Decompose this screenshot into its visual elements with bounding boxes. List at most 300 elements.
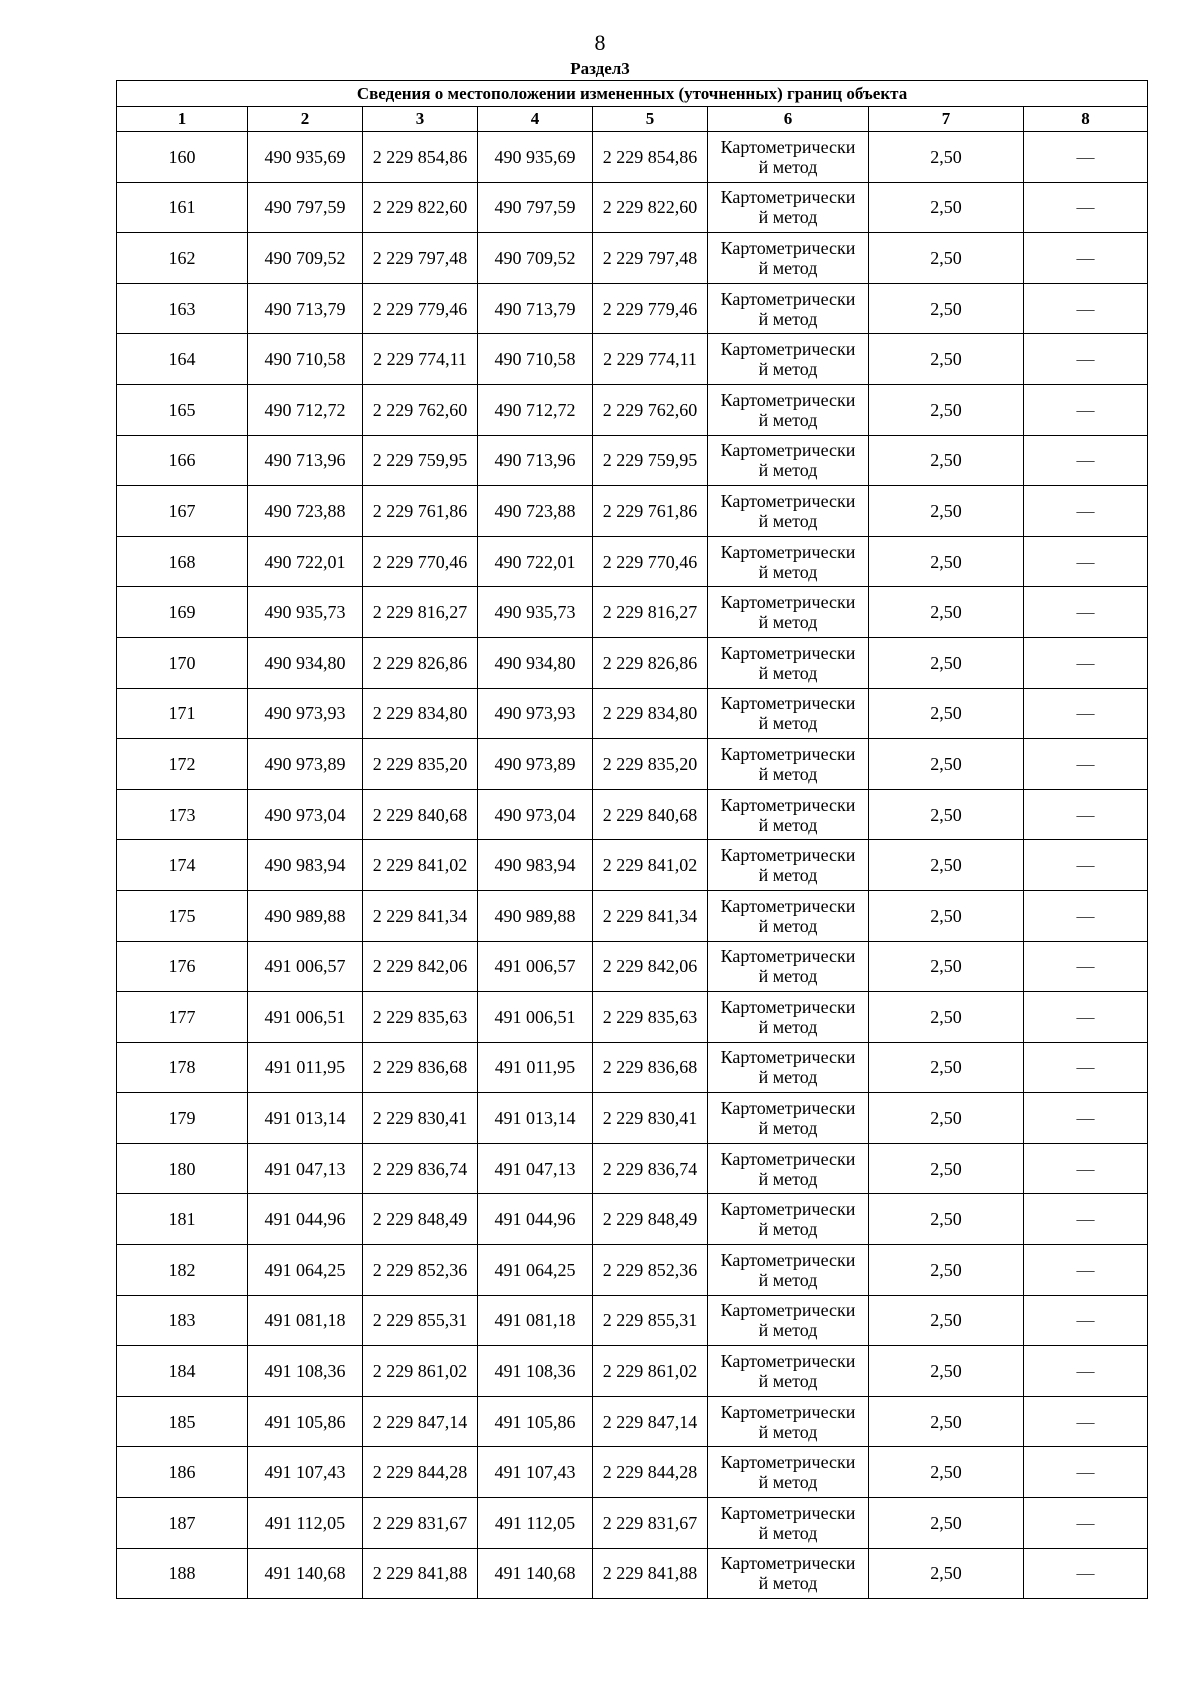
- cell-y-old: 2 229 852,36: [363, 1245, 478, 1296]
- cell-description: —: [1024, 992, 1148, 1043]
- cell-y-old: 2 229 770,46: [363, 536, 478, 587]
- cell-x-old: 490 797,59: [248, 182, 363, 233]
- cell-x-new: 490 709,52: [478, 233, 593, 284]
- table-body: [117, 132, 1148, 1599]
- cell-y-old: 2 229 844,28: [363, 1447, 478, 1498]
- cell-description: —: [1024, 182, 1148, 233]
- cell-method: [708, 840, 869, 891]
- method-line-1: Картометрически: [720, 845, 856, 866]
- cell-x-new: 491 107,43: [478, 1447, 593, 1498]
- cell-y-new: 2 229 861,02: [593, 1346, 708, 1397]
- table-row: [117, 1447, 1148, 1498]
- cell-point-number: 183: [117, 1295, 248, 1346]
- cell-y-new: 2 229 848,49: [593, 1194, 708, 1245]
- table-row: [117, 435, 1148, 486]
- method-line-2: й метод: [758, 1118, 818, 1139]
- method-line-2: й метод: [758, 713, 818, 734]
- cell-x-old: 491 011,95: [248, 1042, 363, 1093]
- cell-method: [708, 283, 869, 334]
- cell-y-new: 2 229 852,36: [593, 1245, 708, 1296]
- cell-y-new: 2 229 855,31: [593, 1295, 708, 1346]
- cell-x-old: 491 064,25: [248, 1245, 363, 1296]
- table-row: [117, 1194, 1148, 1245]
- method-line-1: Картометрически: [720, 642, 856, 663]
- cell-x-new: 490 989,88: [478, 890, 593, 941]
- method-line-2: й метод: [758, 257, 818, 278]
- table-row: [117, 1346, 1148, 1397]
- cell-description: —: [1024, 688, 1148, 739]
- method-line-1: Картометрически: [720, 187, 856, 208]
- cell-x-new: 490 713,96: [478, 435, 593, 486]
- table-row: [117, 739, 1148, 790]
- cell-y-new: 2 229 831,67: [593, 1498, 708, 1549]
- cell-accuracy: 2,50: [869, 840, 1024, 891]
- table-caption: Сведения о местоположении измененных (уточненных) границ объекта: [117, 81, 1148, 107]
- cell-y-new: 2 229 836,74: [593, 1143, 708, 1194]
- method-line-2: й метод: [758, 763, 818, 784]
- method-line-2: й метод: [758, 561, 818, 582]
- cell-accuracy: 2,50: [869, 941, 1024, 992]
- cell-accuracy: 2,50: [869, 283, 1024, 334]
- cell-method: [708, 1093, 869, 1144]
- cell-method: [708, 688, 869, 739]
- cell-y-new: 2 229 830,41: [593, 1093, 708, 1144]
- cell-point-number: 185: [117, 1396, 248, 1447]
- method-line-1: Картометрически: [720, 288, 856, 309]
- cell-method: [708, 1498, 869, 1549]
- method-line-2: й метод: [758, 612, 818, 633]
- cell-accuracy: 2,50: [869, 1295, 1024, 1346]
- cell-point-number: 178: [117, 1042, 248, 1093]
- cell-y-old: 2 229 826,86: [363, 637, 478, 688]
- cell-method: [708, 890, 869, 941]
- table-row: [117, 1093, 1148, 1144]
- cell-y-old: 2 229 774,11: [363, 334, 478, 385]
- cell-x-new: 491 105,86: [478, 1396, 593, 1447]
- cell-method: [708, 1346, 869, 1397]
- cell-x-old: 490 723,88: [248, 486, 363, 537]
- cell-accuracy: 2,50: [869, 637, 1024, 688]
- cell-point-number: 160: [117, 132, 248, 183]
- cell-point-number: 166: [117, 435, 248, 486]
- cell-x-old: 490 935,69: [248, 132, 363, 183]
- cell-point-number: 176: [117, 941, 248, 992]
- cell-y-new: 2 229 797,48: [593, 233, 708, 284]
- table-row: [117, 182, 1148, 233]
- table-row: [117, 840, 1148, 891]
- cell-description: —: [1024, 890, 1148, 941]
- cell-description: —: [1024, 1498, 1148, 1549]
- cell-description: —: [1024, 1396, 1148, 1447]
- method-line-2: й метод: [758, 1016, 818, 1037]
- cell-accuracy: 2,50: [869, 132, 1024, 183]
- method-line-2: й метод: [758, 1421, 818, 1442]
- method-line-1: Картометрически: [720, 1553, 856, 1574]
- method-line-2: й метод: [758, 1269, 818, 1290]
- cell-y-old: 2 229 841,88: [363, 1548, 478, 1599]
- cell-accuracy: 2,50: [869, 890, 1024, 941]
- cell-method: [708, 637, 869, 688]
- cell-x-old: 491 006,57: [248, 941, 363, 992]
- cell-description: —: [1024, 1042, 1148, 1093]
- column-header-row: [117, 107, 1148, 132]
- cell-point-number: 161: [117, 182, 248, 233]
- cell-y-old: 2 229 836,68: [363, 1042, 478, 1093]
- cell-y-new: 2 229 759,95: [593, 435, 708, 486]
- method-line-2: й метод: [758, 1522, 818, 1543]
- cell-x-old: 490 710,58: [248, 334, 363, 385]
- cell-description: —: [1024, 587, 1148, 638]
- cell-y-old: 2 229 855,31: [363, 1295, 478, 1346]
- cell-x-new: 491 140,68: [478, 1548, 593, 1599]
- table-row: [117, 233, 1148, 284]
- method-line-2: й метод: [758, 1067, 818, 1088]
- cell-y-new: 2 229 762,60: [593, 384, 708, 435]
- cell-point-number: 187: [117, 1498, 248, 1549]
- cell-accuracy: 2,50: [869, 992, 1024, 1043]
- method-line-1: Картометрически: [720, 1502, 856, 1523]
- cell-point-number: 177: [117, 992, 248, 1043]
- cell-y-new: 2 229 841,34: [593, 890, 708, 941]
- cell-y-old: 2 229 841,02: [363, 840, 478, 891]
- cell-x-new: 490 713,79: [478, 283, 593, 334]
- cell-y-new: 2 229 847,14: [593, 1396, 708, 1447]
- cell-x-new: 491 081,18: [478, 1295, 593, 1346]
- cell-y-new: 2 229 836,68: [593, 1042, 708, 1093]
- method-line-1: Картометрически: [720, 946, 856, 967]
- cell-x-old: 491 047,13: [248, 1143, 363, 1194]
- cell-point-number: 175: [117, 890, 248, 941]
- cell-method: [708, 233, 869, 284]
- cell-x-old: 490 713,96: [248, 435, 363, 486]
- column-header-4: 4: [478, 107, 593, 132]
- cell-description: —: [1024, 283, 1148, 334]
- cell-method: [708, 941, 869, 992]
- cell-x-new: 490 973,89: [478, 739, 593, 790]
- cell-description: —: [1024, 1346, 1148, 1397]
- method-line-2: й метод: [758, 409, 818, 430]
- method-line-1: Картометрически: [720, 1148, 856, 1169]
- table-row: [117, 637, 1148, 688]
- method-line-1: Картометрически: [720, 996, 856, 1017]
- table-row: [117, 1245, 1148, 1296]
- cell-x-new: 490 723,88: [478, 486, 593, 537]
- cell-accuracy: 2,50: [869, 1447, 1024, 1498]
- table-row: [117, 334, 1148, 385]
- cell-y-new: 2 229 779,46: [593, 283, 708, 334]
- method-line-1: Картометрически: [720, 743, 856, 764]
- cell-y-new: 2 229 761,86: [593, 486, 708, 537]
- cell-point-number: 181: [117, 1194, 248, 1245]
- page-number: 8: [594, 30, 606, 55]
- cell-method: [708, 789, 869, 840]
- cell-description: —: [1024, 1093, 1148, 1144]
- column-header-7: 7: [869, 107, 1024, 132]
- table-caption-row: [117, 81, 1148, 107]
- cell-point-number: 173: [117, 789, 248, 840]
- cell-x-new: 490 712,72: [478, 384, 593, 435]
- method-line-2: й метод: [758, 814, 818, 835]
- cell-accuracy: 2,50: [869, 1093, 1024, 1144]
- method-line-1: Картометрически: [720, 1047, 856, 1068]
- cell-y-new: 2 229 842,06: [593, 941, 708, 992]
- cell-y-new: 2 229 841,88: [593, 1548, 708, 1599]
- cell-x-old: 490 973,04: [248, 789, 363, 840]
- method-line-2: й метод: [758, 460, 818, 481]
- cell-x-new: 490 934,80: [478, 637, 593, 688]
- cell-x-old: 491 112,05: [248, 1498, 363, 1549]
- cell-x-old: 490 709,52: [248, 233, 363, 284]
- cell-method: [708, 992, 869, 1043]
- cell-point-number: 174: [117, 840, 248, 891]
- cell-y-old: 2 229 762,60: [363, 384, 478, 435]
- cell-x-old: 491 105,86: [248, 1396, 363, 1447]
- column-header-5: 5: [593, 107, 708, 132]
- method-line-2: й метод: [758, 359, 818, 380]
- cell-description: —: [1024, 1447, 1148, 1498]
- cell-accuracy: 2,50: [869, 435, 1024, 486]
- method-line-2: й метод: [758, 1472, 818, 1493]
- cell-x-new: 490 797,59: [478, 182, 593, 233]
- cell-y-old: 2 229 830,41: [363, 1093, 478, 1144]
- method-line-2: й метод: [758, 1320, 818, 1341]
- cell-x-new: 491 047,13: [478, 1143, 593, 1194]
- cell-point-number: 163: [117, 283, 248, 334]
- method-line-1: Картометрически: [720, 794, 856, 815]
- cell-point-number: 182: [117, 1245, 248, 1296]
- method-line-1: Картометрически: [720, 1249, 856, 1270]
- cell-accuracy: 2,50: [869, 182, 1024, 233]
- cell-method: [708, 1447, 869, 1498]
- cell-accuracy: 2,50: [869, 486, 1024, 537]
- cell-point-number: 184: [117, 1346, 248, 1397]
- cell-point-number: 165: [117, 384, 248, 435]
- cell-description: —: [1024, 1245, 1148, 1296]
- cell-y-old: 2 229 836,74: [363, 1143, 478, 1194]
- cell-x-new: 490 710,58: [478, 334, 593, 385]
- method-line-1: Картометрически: [720, 490, 856, 511]
- table-row: [117, 384, 1148, 435]
- cell-x-old: 490 973,89: [248, 739, 363, 790]
- cell-accuracy: 2,50: [869, 1548, 1024, 1599]
- cell-point-number: 162: [117, 233, 248, 284]
- cell-x-new: 490 973,04: [478, 789, 593, 840]
- method-line-1: Картометрически: [720, 895, 856, 916]
- table-row: [117, 941, 1148, 992]
- cell-accuracy: 2,50: [869, 1042, 1024, 1093]
- table-row: [117, 688, 1148, 739]
- cell-description: —: [1024, 789, 1148, 840]
- table-row: [117, 1295, 1148, 1346]
- cell-accuracy: 2,50: [869, 587, 1024, 638]
- table-row: [117, 1548, 1148, 1599]
- cell-x-new: 491 013,14: [478, 1093, 593, 1144]
- cell-description: —: [1024, 840, 1148, 891]
- cell-point-number: 180: [117, 1143, 248, 1194]
- cell-point-number: 164: [117, 334, 248, 385]
- cell-method: [708, 1042, 869, 1093]
- method-line-1: Картометрически: [720, 1351, 856, 1372]
- cell-method: [708, 587, 869, 638]
- cell-description: —: [1024, 334, 1148, 385]
- cell-y-old: 2 229 816,27: [363, 587, 478, 638]
- cell-y-old: 2 229 822,60: [363, 182, 478, 233]
- cell-x-old: 490 989,88: [248, 890, 363, 941]
- cell-method: [708, 536, 869, 587]
- cell-x-new: 490 983,94: [478, 840, 593, 891]
- cell-x-old: 490 713,79: [248, 283, 363, 334]
- cell-description: —: [1024, 486, 1148, 537]
- cell-method: [708, 1245, 869, 1296]
- cell-y-old: 2 229 834,80: [363, 688, 478, 739]
- cell-y-old: 2 229 797,48: [363, 233, 478, 284]
- table-row: [117, 132, 1148, 183]
- method-line-1: Картометрически: [720, 592, 856, 613]
- cell-accuracy: 2,50: [869, 1346, 1024, 1397]
- method-line-1: Картометрически: [720, 136, 856, 157]
- cell-y-old: 2 229 831,67: [363, 1498, 478, 1549]
- column-header-3: 3: [363, 107, 478, 132]
- table-row: [117, 890, 1148, 941]
- cell-x-new: 491 011,95: [478, 1042, 593, 1093]
- table-row: [117, 1396, 1148, 1447]
- method-line-2: й метод: [758, 662, 818, 683]
- cell-x-old: 490 712,72: [248, 384, 363, 435]
- method-line-2: й метод: [758, 207, 818, 228]
- table-row: [117, 789, 1148, 840]
- cell-y-old: 2 229 848,49: [363, 1194, 478, 1245]
- cell-x-old: 490 983,94: [248, 840, 363, 891]
- cell-point-number: 167: [117, 486, 248, 537]
- cell-x-new: 491 006,57: [478, 941, 593, 992]
- column-header-2: 2: [248, 107, 363, 132]
- cell-x-new: 491 064,25: [478, 1245, 593, 1296]
- cell-method: [708, 1194, 869, 1245]
- cell-description: —: [1024, 739, 1148, 790]
- cell-x-old: 490 934,80: [248, 637, 363, 688]
- cell-x-old: 491 044,96: [248, 1194, 363, 1245]
- table-row: [117, 1143, 1148, 1194]
- cell-method: [708, 384, 869, 435]
- method-line-2: й метод: [758, 865, 818, 886]
- method-line-1: Картометрически: [720, 237, 856, 258]
- method-line-2: й метод: [758, 1219, 818, 1240]
- cell-x-new: 491 006,51: [478, 992, 593, 1043]
- cell-description: —: [1024, 1295, 1148, 1346]
- cell-point-number: 188: [117, 1548, 248, 1599]
- method-line-2: й метод: [758, 915, 818, 936]
- cell-y-new: 2 229 816,27: [593, 587, 708, 638]
- method-line-1: Картометрически: [720, 1098, 856, 1119]
- cell-description: —: [1024, 941, 1148, 992]
- cell-x-new: 490 973,93: [478, 688, 593, 739]
- table-row: [117, 992, 1148, 1043]
- method-line-1: Картометрически: [720, 1300, 856, 1321]
- cell-y-new: 2 229 822,60: [593, 182, 708, 233]
- cell-point-number: 179: [117, 1093, 248, 1144]
- cell-x-old: 491 013,14: [248, 1093, 363, 1144]
- cell-x-old: 491 081,18: [248, 1295, 363, 1346]
- cell-y-new: 2 229 770,46: [593, 536, 708, 587]
- cell-accuracy: 2,50: [869, 789, 1024, 840]
- cell-y-new: 2 229 826,86: [593, 637, 708, 688]
- cell-accuracy: 2,50: [869, 233, 1024, 284]
- cell-y-old: 2 229 842,06: [363, 941, 478, 992]
- cell-method: [708, 182, 869, 233]
- method-line-2: й метод: [758, 510, 818, 531]
- cell-accuracy: 2,50: [869, 1245, 1024, 1296]
- cell-point-number: 186: [117, 1447, 248, 1498]
- method-line-1: Картометрически: [720, 693, 856, 714]
- cell-description: —: [1024, 637, 1148, 688]
- cell-method: [708, 1548, 869, 1599]
- cell-x-new: 490 722,01: [478, 536, 593, 587]
- cell-method: [708, 739, 869, 790]
- table-row: [117, 486, 1148, 537]
- cell-method: [708, 132, 869, 183]
- cell-accuracy: 2,50: [869, 688, 1024, 739]
- table-row: [117, 587, 1148, 638]
- cell-x-old: 490 973,93: [248, 688, 363, 739]
- cell-x-old: 491 107,43: [248, 1447, 363, 1498]
- cell-y-old: 2 229 847,14: [363, 1396, 478, 1447]
- cell-description: —: [1024, 536, 1148, 587]
- cell-description: —: [1024, 435, 1148, 486]
- method-line-1: Картометрически: [720, 1199, 856, 1220]
- cell-accuracy: 2,50: [869, 536, 1024, 587]
- method-line-2: й метод: [758, 1573, 818, 1594]
- cell-point-number: 168: [117, 536, 248, 587]
- cell-y-old: 2 229 841,34: [363, 890, 478, 941]
- method-line-1: Картометрически: [720, 389, 856, 410]
- column-header-8: 8: [1024, 107, 1148, 132]
- cell-description: —: [1024, 1548, 1148, 1599]
- cell-y-new: 2 229 841,02: [593, 840, 708, 891]
- cell-y-new: 2 229 854,86: [593, 132, 708, 183]
- table-row: [117, 536, 1148, 587]
- cell-y-new: 2 229 835,63: [593, 992, 708, 1043]
- cell-y-old: 2 229 835,20: [363, 739, 478, 790]
- method-line-1: Картометрически: [720, 1401, 856, 1422]
- cell-y-old: 2 229 761,86: [363, 486, 478, 537]
- cell-accuracy: 2,50: [869, 1143, 1024, 1194]
- cell-y-old: 2 229 861,02: [363, 1346, 478, 1397]
- cell-description: —: [1024, 1143, 1148, 1194]
- cell-accuracy: 2,50: [869, 1498, 1024, 1549]
- method-line-2: й метод: [758, 156, 818, 177]
- method-line-1: Картометрически: [720, 339, 856, 360]
- cell-x-old: 490 935,73: [248, 587, 363, 638]
- cell-y-new: 2 229 834,80: [593, 688, 708, 739]
- cell-y-new: 2 229 835,20: [593, 739, 708, 790]
- cell-description: —: [1024, 1194, 1148, 1245]
- coordinates-table: [116, 80, 1148, 1599]
- cell-x-old: 491 140,68: [248, 1548, 363, 1599]
- cell-point-number: 169: [117, 587, 248, 638]
- cell-method: [708, 334, 869, 385]
- cell-accuracy: 2,50: [869, 1396, 1024, 1447]
- column-header-1: 1: [117, 107, 248, 132]
- cell-y-new: 2 229 840,68: [593, 789, 708, 840]
- cell-y-old: 2 229 759,95: [363, 435, 478, 486]
- cell-accuracy: 2,50: [869, 1194, 1024, 1245]
- cell-y-new: 2 229 774,11: [593, 334, 708, 385]
- cell-x-new: 491 044,96: [478, 1194, 593, 1245]
- cell-y-new: 2 229 844,28: [593, 1447, 708, 1498]
- method-line-1: Картометрически: [720, 1452, 856, 1473]
- method-line-2: й метод: [758, 1371, 818, 1392]
- cell-description: —: [1024, 384, 1148, 435]
